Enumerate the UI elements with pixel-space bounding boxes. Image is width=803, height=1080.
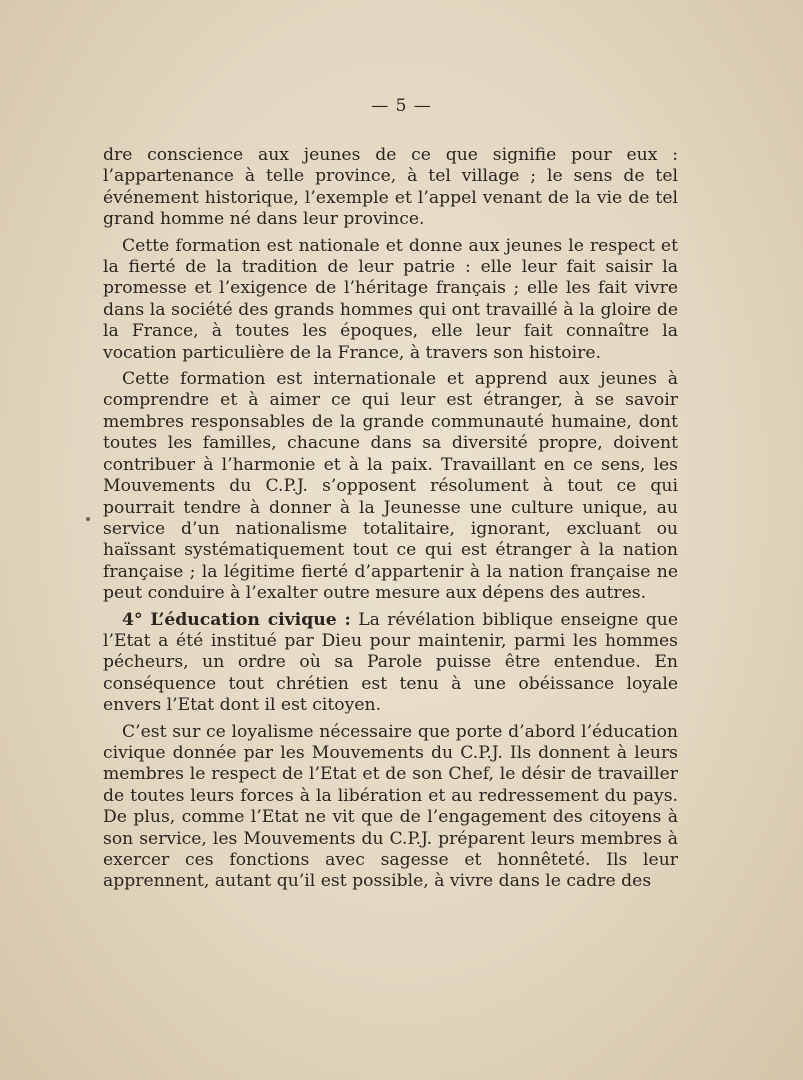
margin-mark — [86, 517, 90, 521]
paragraph-continuation: dre conscience aux jeunes de ce que signifie pour eux : l’appartenance à telle province, à tel village ; le sens de tel événement historique, l’exemple et l’appel venant de la vie de tel grand homme né dans leur province. — [103, 145, 678, 230]
page-number: — 5 — — [371, 96, 432, 116]
paragraph-national-formation: Cette formation est nationale et donne aux jeunes le respect et la fierté de la tradition de leur patrie : elle leur fait saisir la promesse et l’exigence de l’héritage français ; elle les fait vivre dans la société des grands hommes qui ont travaillé à la gloire de la France, à toutes les époques, elle leur fait connaître la vocation particulière de la France, à travers son histoire. — [103, 235, 678, 363]
section-intro: La révélation biblique enseigne que l’Etat a été institué par Dieu pour maintenir, parmi les hommes pécheurs, un ordre où sa Parole puisse être entendue. En conséquence tout chrétien est tenu à une obéissance loyale envers l’Etat dont il est citoyen. — [103, 609, 678, 716]
paragraph-international-formation: Cette formation est internationale et apprend aux jeunes à comprendre et à aimer ce qui leur est étranger, à se savoir membres responsables de la grande communauté humaine, dont toutes les familles, chacune dans sa diversité propre, doivent contribuer à l’harmonie et à la paix. Travaillant en ce sens, les Mouvements du C.P.J. s’opposent résolument à tout ce qui pourrait tendre à donner à la Jeunesse une culture unique, au service d’un nationalisme totalitaire, ignorant, excluant ou haïssant systématiquement tout ce qui est étranger à la nation française ; la légitime fierté d’appartenir à la nation française ne peut conduire à l’exalter outre mesure aux dépens des autres. — [103, 369, 678, 604]
section-heading: 4° L’éducation civique : — [122, 609, 351, 630]
section-civic-education — [103, 610, 678, 717]
body-text — [103, 145, 678, 898]
paragraph-loyalty: C’est sur ce loyalisme nécessaire que porte d’abord l’éducation civique donnée par les Mouvements du C.P.J. Ils donnent à leurs membres le respect de l’Etat et de son Chef, le désir de travailler de toutes leurs forces à la libération et au redressement du pays. De plus, comme l’Etat ne vit que de l’engagement des citoyens à son service, les Mouvements du C.P.J. préparent leurs membres à exercer ces fonctions avec sagesse et honnêteté. Ils leur apprennent, autant qu’il est possible, à vivre dans le cadre des — [103, 721, 678, 892]
